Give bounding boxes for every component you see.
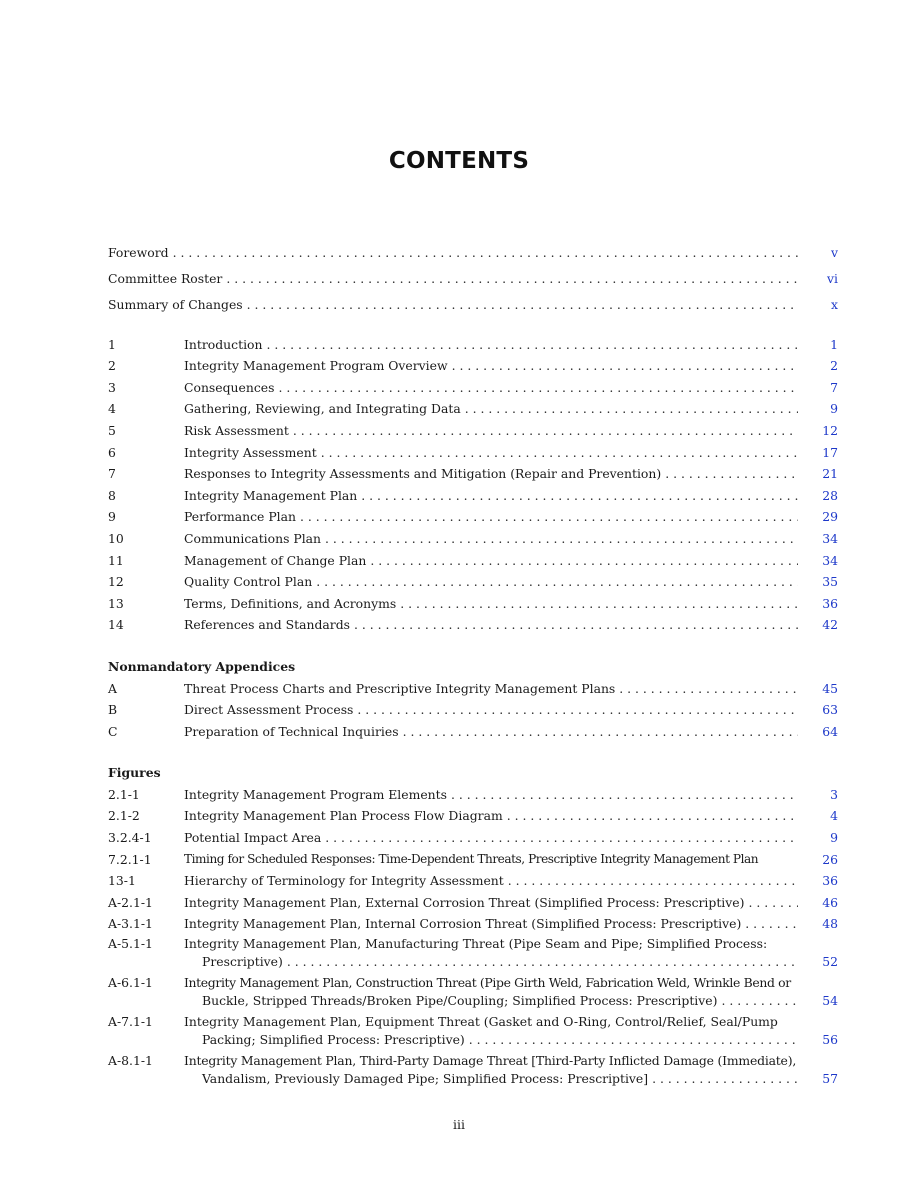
dot-leader bbox=[293, 423, 798, 438]
toc-entry-title: Threat Process Charts and Prescriptive Integrity Management Plans bbox=[184, 680, 616, 696]
dot-leader bbox=[287, 953, 798, 971]
toc-entry-foreword[interactable] bbox=[108, 234, 838, 260]
dot-leader bbox=[321, 445, 798, 460]
toc-page-link[interactable]: 12 bbox=[822, 422, 838, 438]
toc-entry-number: 2 bbox=[108, 358, 116, 374]
toc-page-link[interactable]: 52 bbox=[822, 954, 838, 970]
toc-entry-number: 13 bbox=[108, 595, 124, 611]
toc-page-link[interactable]: 56 bbox=[822, 1032, 838, 1048]
toc-page-link[interactable]: 3 bbox=[830, 786, 838, 802]
toc-entry-summary-of-changes[interactable] bbox=[108, 286, 838, 312]
dot-leader bbox=[400, 596, 798, 611]
toc-page-link[interactable]: 1 bbox=[830, 336, 838, 352]
toc-entry-title: Direct Assessment Process bbox=[184, 702, 354, 718]
toc-page-link[interactable]: 36 bbox=[822, 873, 838, 889]
toc-entry-title: Quality Control Plan bbox=[184, 574, 313, 590]
toc-entry-title: Management of Change Plan bbox=[184, 552, 367, 568]
toc-entry-section-13[interactable] bbox=[108, 589, 838, 611]
toc-entry-title-continued: Prescriptive) bbox=[202, 954, 283, 970]
toc-entry-section-12[interactable] bbox=[108, 568, 838, 590]
toc-entry-title: Foreword bbox=[108, 245, 169, 260]
appendices-heading: Nonmandatory Appendices bbox=[108, 658, 296, 674]
toc-entry-title: Integrity Management Plan, Construction Threat (Pipe Girth Weld, Fabrication Weld, Wrinkle Bend or bbox=[184, 975, 791, 991]
toc-entry-title: Performance Plan bbox=[184, 509, 296, 525]
toc-entry-number: 2.1-2 bbox=[108, 808, 140, 824]
toc-entry-number: 8 bbox=[108, 487, 116, 503]
dot-leader bbox=[745, 916, 798, 931]
toc-entry-number: A-8.1-1 bbox=[108, 1053, 153, 1069]
toc-entry-section-10[interactable] bbox=[108, 524, 838, 546]
toc-entry-appendix-a[interactable] bbox=[108, 674, 838, 696]
toc-page-link[interactable]: 64 bbox=[822, 723, 838, 739]
dot-leader bbox=[357, 702, 798, 717]
toc-entry-number: A-3.1-1 bbox=[108, 916, 153, 932]
toc-entry-section-4[interactable] bbox=[108, 395, 838, 417]
toc-entry-number: 6 bbox=[108, 444, 116, 460]
toc-entry-number: 7.2.1-1 bbox=[108, 851, 152, 867]
toc-entry-figure[interactable] bbox=[108, 802, 838, 824]
toc-entry-number: B bbox=[108, 702, 118, 718]
figures-heading: Figures bbox=[108, 765, 161, 781]
toc-page-link[interactable]: 63 bbox=[822, 702, 838, 718]
toc-page-link[interactable]: 2 bbox=[830, 358, 838, 374]
dot-leader bbox=[748, 895, 798, 910]
toc-entry-number: 14 bbox=[108, 617, 124, 633]
toc-page-link[interactable]: 9 bbox=[830, 401, 838, 417]
toc-entry-figure[interactable] bbox=[108, 823, 838, 845]
toc-entry-title: Integrity Management Plan Process Flow Diagram bbox=[184, 808, 503, 824]
toc-entry-number: 10 bbox=[108, 530, 124, 546]
toc-entry-title: Integrity Assessment bbox=[184, 444, 317, 460]
toc-page-link[interactable]: 46 bbox=[822, 894, 838, 910]
dot-leader bbox=[316, 574, 798, 589]
toc-entry-section-3[interactable] bbox=[108, 373, 838, 395]
toc-page-link[interactable]: 28 bbox=[822, 487, 838, 503]
toc-page-link[interactable]: 7 bbox=[830, 379, 838, 395]
toc-entry-title: Consequences bbox=[184, 379, 275, 395]
toc-entry-title: Preparation of Technical Inquiries bbox=[184, 723, 399, 739]
toc-entry-title: Timing for Scheduled Responses: Time-Dependent Threats, Prescriptive Integrity Management Plan bbox=[184, 851, 759, 866]
toc-entry-figure[interactable] bbox=[108, 1013, 838, 1049]
toc-page-link[interactable]: 21 bbox=[822, 466, 838, 482]
toc-entry-title: Terms, Definitions, and Acronyms bbox=[184, 595, 397, 611]
toc-entry-number: 3 bbox=[108, 379, 116, 395]
toc-entry-section-2[interactable] bbox=[108, 352, 838, 374]
toc-entry-figure[interactable] bbox=[108, 974, 838, 1010]
toc-entry-title: References and Standards bbox=[184, 617, 350, 633]
toc-entry-title: Integrity Management Plan, Manufacturing Threat (Pipe Seam and Pipe; Simplified Process: bbox=[184, 936, 768, 952]
toc-page-link[interactable]: vi bbox=[827, 271, 838, 286]
toc-page-link[interactable]: 9 bbox=[830, 830, 838, 846]
toc-page-link[interactable]: 34 bbox=[822, 530, 838, 546]
toc-entry-appendix-c[interactable] bbox=[108, 717, 838, 739]
toc-entry-title: Responses to Integrity Assessments and Mitigation (Repair and Prevention) bbox=[184, 466, 662, 482]
dot-leader bbox=[465, 401, 798, 416]
toc-entry-title-continued: Vandalism, Previously Damaged Pipe; Simplified Process: Prescriptive] bbox=[202, 1071, 649, 1087]
dot-leader bbox=[721, 992, 798, 1010]
dot-leader bbox=[354, 617, 798, 632]
dot-leader bbox=[226, 271, 798, 286]
toc-entry-number: A-6.1-1 bbox=[108, 975, 153, 991]
dot-leader bbox=[665, 466, 798, 481]
dot-leader bbox=[619, 681, 798, 696]
dot-leader bbox=[173, 245, 798, 260]
toc-entry-section-5[interactable] bbox=[108, 416, 838, 438]
toc-page-link[interactable]: 42 bbox=[822, 617, 838, 633]
toc-entry-title-continued: Buckle, Stripped Threads/Broken Pipe/Coupling; Simplified Process: Prescriptive) bbox=[202, 993, 718, 1009]
toc-entry-section-9[interactable] bbox=[108, 503, 838, 525]
toc-entry-title: Risk Assessment bbox=[184, 422, 289, 438]
toc-page-link[interactable]: 4 bbox=[830, 808, 838, 824]
toc-entry-section-14[interactable] bbox=[108, 611, 838, 633]
dot-leader bbox=[361, 488, 798, 503]
toc-entry-title: Potential Impact Area bbox=[184, 830, 322, 846]
page-number: iii bbox=[453, 1117, 465, 1132]
toc-entry-title: Gathering, Reviewing, and Integrating Data bbox=[184, 401, 461, 417]
toc-page-link[interactable]: 54 bbox=[822, 993, 838, 1009]
toc-page-link[interactable]: x bbox=[831, 297, 838, 312]
toc-entry-figure[interactable] bbox=[108, 935, 838, 971]
toc-entry-number: 5 bbox=[108, 422, 116, 438]
dot-leader bbox=[266, 337, 798, 352]
toc-entry-number: 1 bbox=[108, 336, 116, 352]
toc-page-link[interactable]: 34 bbox=[822, 552, 838, 568]
toc-entry-section-6[interactable] bbox=[108, 438, 838, 460]
toc-entry-number: 7 bbox=[108, 466, 116, 482]
toc-entry-number: 4 bbox=[108, 401, 116, 417]
dot-leader bbox=[325, 531, 798, 546]
toc-entry-figure[interactable] bbox=[108, 910, 838, 932]
toc-entry-section-1[interactable] bbox=[108, 330, 838, 352]
toc-entry-section-8[interactable] bbox=[108, 481, 838, 503]
dot-leader bbox=[403, 724, 798, 739]
toc-entry-number: A bbox=[108, 680, 117, 696]
toc-entry-title: Integrity Management Plan, External Corrosion Threat (Simplified Process: Prescriptive) bbox=[184, 894, 745, 910]
toc-page-link[interactable]: 57 bbox=[822, 1071, 838, 1087]
toc-entry-number: 9 bbox=[108, 509, 116, 525]
dot-leader bbox=[278, 380, 798, 395]
dot-leader bbox=[652, 1070, 798, 1088]
toc-entry-figure[interactable] bbox=[108, 867, 838, 889]
toc-page-link[interactable]: v bbox=[831, 245, 838, 260]
toc-entry-figure[interactable] bbox=[108, 780, 838, 802]
toc-page-link[interactable]: 17 bbox=[822, 444, 838, 460]
toc-entry-title: Integrity Management Plan, Internal Corrosion Threat (Simplified Process: Prescriptive) bbox=[184, 916, 742, 932]
toc-entry-title: Hierarchy of Terminology for Integrity Assessment bbox=[184, 873, 504, 889]
toc-page-link[interactable]: 45 bbox=[822, 680, 838, 696]
toc-entry-number: 2.1-1 bbox=[108, 786, 140, 802]
toc-entry-title: Integrity Management Plan, Equipment Threat (Gasket and O-Ring, Control/Relief, Seal/Pump bbox=[184, 1014, 778, 1030]
toc-entry-section-7[interactable] bbox=[108, 460, 838, 482]
toc-entry-number: A-7.1-1 bbox=[108, 1014, 153, 1030]
toc-page-link[interactable]: 36 bbox=[822, 595, 838, 611]
toc-entry-title: Committee Roster bbox=[108, 271, 223, 286]
toc-entry-title: Communications Plan bbox=[184, 530, 322, 546]
toc-entry-appendix-b[interactable] bbox=[108, 696, 838, 718]
dot-leader bbox=[325, 830, 798, 845]
toc-page-link[interactable]: 48 bbox=[822, 916, 838, 932]
toc-entry-number: 3.2.4-1 bbox=[108, 830, 152, 846]
toc-entry-title: Summary of Changes bbox=[108, 297, 243, 312]
toc-entry-section-11[interactable] bbox=[108, 546, 838, 568]
toc-entry-title: Introduction bbox=[184, 336, 263, 352]
toc-entry-title: Integrity Management Plan, Third-Party Damage Threat [Third-Party Inflicted Damage (Immediate), bbox=[184, 1053, 797, 1069]
toc-entry-figure[interactable] bbox=[108, 888, 838, 910]
toc-entry-number: A-5.1-1 bbox=[108, 936, 153, 952]
dot-leader bbox=[370, 553, 798, 568]
dot-leader bbox=[508, 873, 798, 888]
table-of-contents bbox=[108, 234, 838, 1088]
dot-leader bbox=[507, 808, 798, 823]
dot-leader bbox=[451, 787, 798, 802]
dot-leader bbox=[452, 358, 798, 373]
toc-page-link[interactable]: 26 bbox=[822, 851, 838, 867]
page-title: CONTENTS bbox=[388, 148, 530, 174]
dot-leader bbox=[247, 297, 798, 312]
toc-entry-number: C bbox=[108, 723, 118, 739]
toc-entry-title: Integrity Management Program Elements bbox=[184, 786, 447, 802]
toc-entry-number: 11 bbox=[108, 552, 124, 568]
toc-entry-title: Integrity Management Plan bbox=[184, 487, 358, 503]
toc-entry-number: 13-1 bbox=[108, 873, 136, 889]
toc-entry-number: 12 bbox=[108, 574, 124, 590]
toc-page-link[interactable]: 29 bbox=[822, 509, 838, 525]
toc-entry-committee-roster[interactable] bbox=[108, 260, 838, 286]
dot-leader bbox=[300, 509, 798, 524]
toc-entry-figure[interactable] bbox=[108, 1052, 838, 1088]
toc-entry-title: Integrity Management Program Overview bbox=[184, 358, 448, 374]
toc-entry-title-continued: Packing; Simplified Process: Prescriptive) bbox=[202, 1032, 465, 1048]
toc-entry-figure[interactable] bbox=[108, 845, 838, 867]
toc-entry-number: A-2.1-1 bbox=[108, 894, 153, 910]
dot-leader bbox=[469, 1031, 798, 1049]
toc-page-link[interactable]: 35 bbox=[822, 574, 838, 590]
